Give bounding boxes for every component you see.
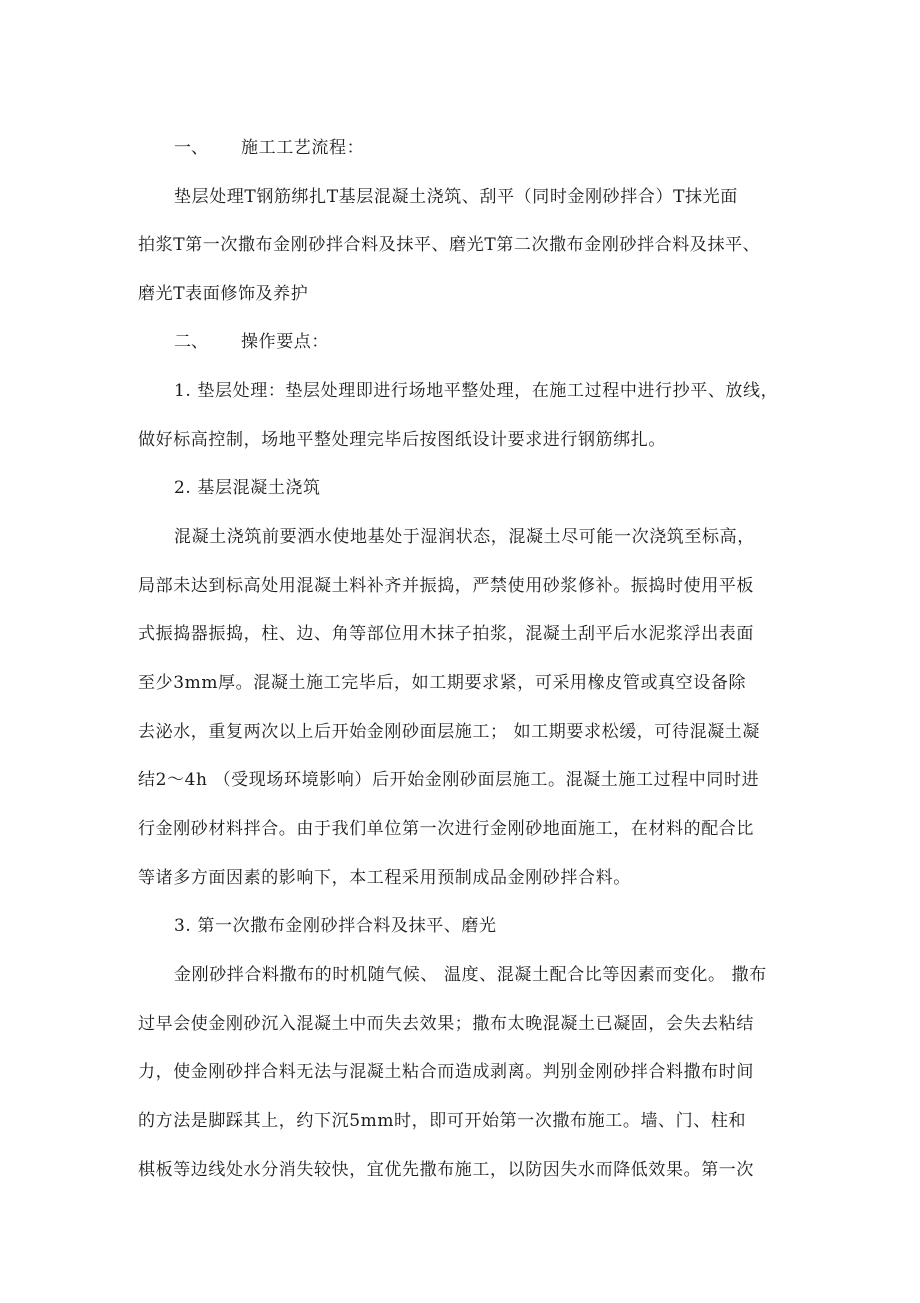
item1-line-1: 1. 垫层处理：垫层处理即进行场地平整处理，在施工过程中进行抄平、放线，	[174, 381, 779, 401]
item3-line-2: 过早会使金刚砂沉入混凝土中而失去效果；撒布太晚混凝土已凝固，会失去粘结	[138, 1014, 754, 1034]
item3-line-3: 力，使金刚砂拌合料无法与混凝土粘合而造成剥离。判别金刚砂拌合料撒布时间	[138, 1062, 754, 1082]
item2-line-3: 式振捣器振捣，柱、边、角等部位用木抹子拍浆，混凝土刮平后水泥浆浮出表面	[138, 624, 754, 644]
item2-heading: 2. 基层混凝土浇筑	[174, 478, 321, 498]
flow-line-1: 垫层处理T钢筋绑扎T基层混凝土浇筑、刮平（同时金刚砂拌合）T抹光面	[174, 187, 738, 207]
item2-line-8: 等诸多方面因素的影响下，本工程采用预制成品金刚砂拌合料。	[138, 868, 631, 888]
item3-line-4: 的方法是脚踩其上，约下沉5mm时，即可开始第一次撒布施工。墙、门、柱和	[138, 1111, 747, 1131]
flow-line-2: 拍浆T第一次撒布金刚砂拌合料及抹平、磨光T第二次撒布金刚砂拌合料及抹平、	[138, 235, 761, 255]
section1-number: 一、	[174, 138, 208, 158]
section2-title: 操作要点：	[241, 332, 329, 352]
item2-line-4: 至少3mm厚。混凝土施工完毕后，如工期要求紧，可采用橡皮管或真空设备除	[138, 673, 747, 693]
item2-line-6: 结2～4h （受现场环境影响）后开始金刚砂面层施工。混凝土施工过程中同时进	[138, 770, 760, 790]
item2-line-7: 行金刚砂材料拌合。由于我们单位第一次进行金刚砂地面施工，在材料的配合比	[138, 819, 754, 839]
item3-heading: 3. 第一次撒布金刚砂拌合料及抹平、磨光	[174, 916, 497, 936]
item3-line-5: 棋板等边线处水分消失较快，宜优先撒布施工，以防因失水而降低效果。第一次	[138, 1160, 754, 1180]
item2-line-1: 混凝土浇筑前要洒水使地基处于湿润状态，混凝土尽可能一次浇筑至标高，	[174, 527, 755, 547]
item1-line-2: 做好标高控制，场地平整处理完毕后按图纸设计要求进行钢筋绑扎。	[138, 430, 666, 450]
item2-line-5: 去泌水，重复两次以上后开始金刚砂面层施工； 如工期要求松缓，可待混凝土凝	[138, 722, 761, 742]
section2-number: 二、	[174, 332, 208, 352]
section1-title: 施工工艺流程：	[241, 138, 365, 158]
item3-line-1: 金刚砂拌合料撒布的时机随气候、 温度、混凝土配合比等因素而变化。 撒布	[174, 965, 767, 985]
item2-line-2: 局部未达到标高处用混凝土料补齐并振捣，严禁使用砂浆修补。振捣时使用平板	[138, 576, 754, 596]
flow-line-3: 磨光T表面修饰及养护	[138, 284, 309, 304]
